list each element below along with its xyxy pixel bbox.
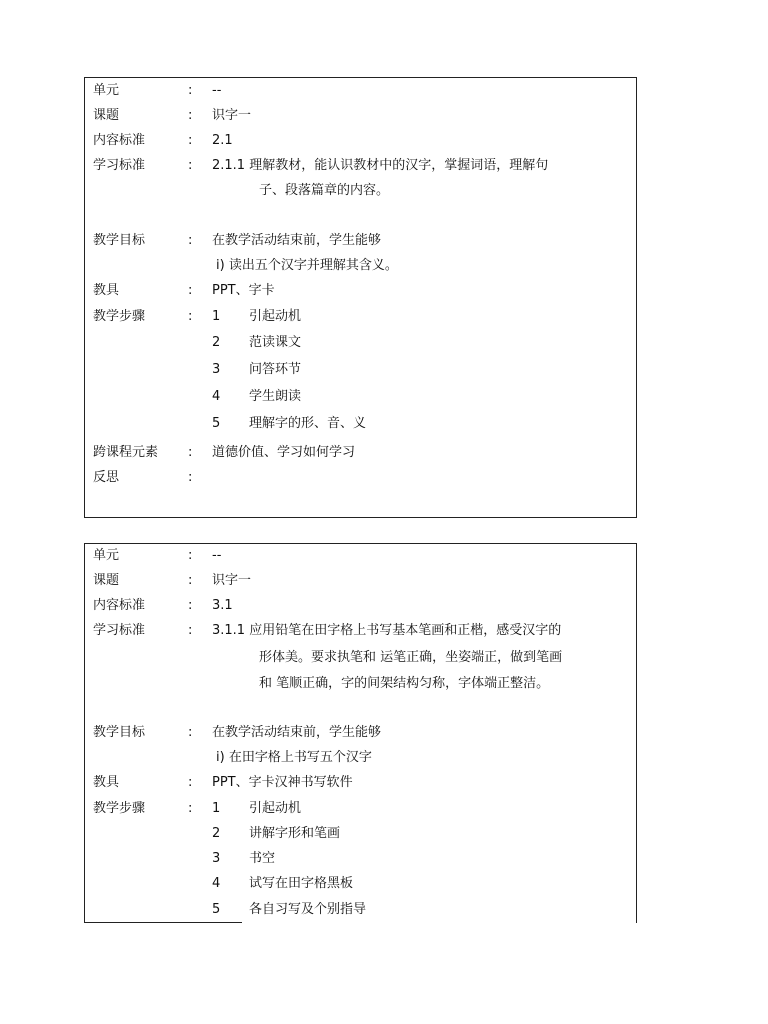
learning-standard-continuation [85,672,636,696]
content-standard-value: 3.1 [212,598,233,613]
objective-value: 在教学活动结束前，学生能够 [212,725,382,740]
learning-standard-row [85,619,636,643]
unit-row [85,79,636,103]
cross-curricular-row [85,441,636,465]
step-row [85,847,636,871]
colon: : [188,133,193,148]
unit-label: 单元 [93,83,120,98]
step-number: 2 [212,335,221,350]
colon: : [188,470,193,485]
step-row [85,331,636,355]
learning-standard-line-2: 形体美。要求执笔和 运笔正确，坐姿端正，做到笔画 [259,650,563,665]
topic-value: 识字一 [212,573,252,588]
step-number: 2 [212,826,221,841]
colon: : [188,309,193,324]
cross-curricular-label: 跨课程元素 [93,445,159,460]
objective-item-row [85,746,636,770]
teaching-aids-row [85,279,636,303]
step-text: 问答环节 [249,362,302,377]
reflection-row [85,466,636,490]
content-standard-label: 内容标准 [93,133,146,148]
step-number: 3 [212,362,221,377]
topic-row [85,104,636,128]
colon: : [188,573,193,588]
unit-value: -- [212,83,222,98]
colon: : [188,548,193,563]
colon: : [188,445,193,460]
step-number: 1 [212,801,221,816]
unit-value: -- [212,548,222,563]
step-text: 书空 [249,851,276,866]
lesson-plan-table-1 [84,77,637,518]
colon: : [188,233,193,248]
teaching-aids-row [85,771,636,795]
learning-standard-continuation [85,179,636,203]
content-standard-row [85,594,636,618]
colon: : [188,623,193,638]
teaching-aids-label: 教具 [93,283,120,298]
objective-item-row [85,254,636,278]
step-row [85,385,636,409]
step-number: 5 [212,416,221,431]
learning-standard-line-1: 3.1.1 应用铅笔在田字格上书写基本笔画和正楷，感受汉字的 [212,623,562,638]
step-number: 1 [212,309,221,324]
teaching-aids-value: PPT、字卡 [212,283,275,298]
step-text: 引起动机 [249,801,302,816]
lesson-plan-table-2 [84,543,637,923]
step-text: 理解字的形、音、义 [249,416,367,431]
unit-label: 单元 [93,548,120,563]
step-text: 试写在田字格黑板 [249,876,354,891]
step-row [85,412,636,436]
steps-row [85,797,636,821]
content-standard-label: 内容标准 [93,598,146,613]
learning-standard-line-3: 和 笔顺正确，字的间架结构匀称，字体端正整洁。 [259,676,550,691]
teaching-aids-value: PPT、字卡汉神书写软件 [212,775,353,790]
step-number: 3 [212,851,221,866]
step-text: 引起动机 [249,309,302,324]
colon: : [188,83,193,98]
step-number: 4 [212,876,221,891]
step-row [85,822,636,846]
objective-item: i) 读出五个汉字并理解其含义。 [216,258,398,273]
objective-row [85,721,636,745]
topic-label: 课题 [93,108,120,123]
objective-value: 在教学活动结束前，学生能够 [212,233,382,248]
objective-label: 教学目标 [93,233,146,248]
step-row [85,358,636,382]
learning-standard-label: 学习标准 [93,623,146,638]
step-number: 5 [212,902,221,917]
colon: : [188,775,193,790]
objective-label: 教学目标 [93,725,146,740]
reflection-label: 反思 [93,470,120,485]
topic-value: 识字一 [212,108,252,123]
table-bottom-border [84,922,242,923]
step-text: 学生朗读 [249,389,302,404]
content-standard-value: 2.1 [212,133,233,148]
colon: : [188,158,193,173]
colon: : [188,725,193,740]
step-row [85,898,636,922]
learning-standard-line-2: 子、段落篇章的内容。 [259,183,390,198]
topic-row [85,569,636,593]
step-text: 各自习写及个别指导 [249,902,367,917]
topic-label: 课题 [93,573,120,588]
colon: : [188,283,193,298]
steps-label: 教学步骤 [93,801,146,816]
steps-label: 教学步骤 [93,309,146,324]
colon: : [188,598,193,613]
step-number: 4 [212,389,221,404]
step-row [85,872,636,896]
step-text: 讲解字形和笔画 [249,826,341,841]
step-text: 范读课文 [249,335,302,350]
unit-row [85,544,636,568]
learning-standard-row [85,154,636,178]
objective-row [85,229,636,253]
learning-standard-line-1: 2.1.1 理解教材，能认识教材中的汉字，掌握词语，理解句 [212,158,549,173]
learning-standard-label: 学习标准 [93,158,146,173]
colon: : [188,801,193,816]
cross-curricular-value: 道德价值、学习如何学习 [212,445,356,460]
objective-item: i) 在田字格上书写五个汉字 [216,750,372,765]
learning-standard-continuation [85,646,636,670]
content-standard-row [85,129,636,153]
steps-row [85,305,636,329]
colon: : [188,108,193,123]
teaching-aids-label: 教具 [93,775,120,790]
